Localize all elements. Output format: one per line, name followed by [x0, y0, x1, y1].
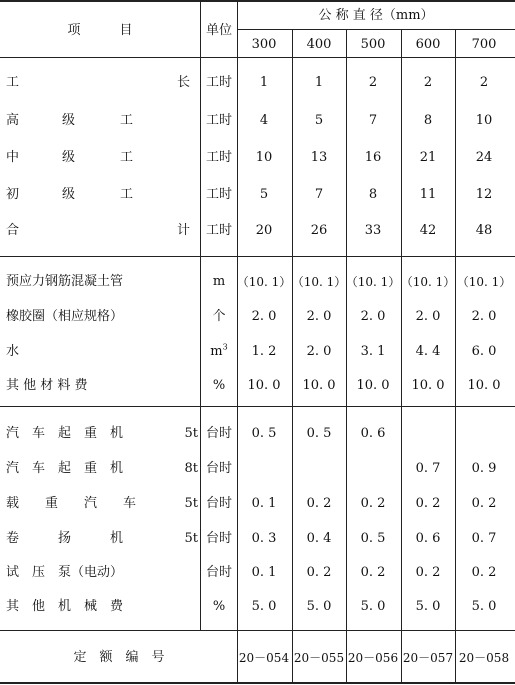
machinery-name: 汽 车 起 重 机 — [6, 426, 124, 441]
labor-value: 2 — [368, 75, 378, 90]
machinery-name: 汽 车 起 重 机 — [6, 461, 124, 476]
labor-unit: 工时 — [205, 223, 233, 238]
table-bottom-rule — [0, 682, 515, 684]
machinery-value: 0. 2 — [415, 496, 441, 511]
machinery-spec: 5t — [184, 496, 198, 511]
machinery-value: 0. 4 — [306, 531, 332, 546]
labor-value: 7 — [368, 113, 378, 128]
material-name: 其 他 材 料 费 — [6, 378, 88, 393]
material-unit: m — [212, 274, 226, 289]
labor-value: 10 — [255, 150, 273, 165]
labor-value: 2 — [423, 75, 433, 90]
machinery-value: 0. 2 — [306, 565, 332, 580]
labor-value: 4 — [259, 113, 269, 128]
machinery-unit: % — [212, 599, 226, 614]
machinery-value: 0. 2 — [306, 496, 332, 511]
item-header: 项 目 — [67, 23, 133, 38]
machinery-value: 0. 2 — [415, 565, 441, 580]
diameter-300: 300 — [251, 37, 277, 52]
quota-code: 20－057 — [402, 651, 454, 665]
labor-unit: 工时 — [205, 150, 233, 165]
diameter-header-rule — [237, 29, 515, 30]
material-value: 10. 0 — [467, 378, 501, 393]
labor-value: 5 — [259, 187, 269, 202]
material-value: （10. 1） — [291, 275, 347, 289]
labor-value: 8 — [423, 113, 433, 128]
labor-value: 13 — [310, 150, 328, 165]
labor-value: 11 — [419, 187, 437, 202]
labor-total-right: 计 — [177, 223, 191, 238]
machinery-value: 0. 2 — [360, 565, 386, 580]
machinery-unit: 台时 — [205, 496, 233, 511]
labor-name-char: 工 — [120, 113, 134, 128]
machinery-value: 5. 0 — [471, 599, 497, 614]
labor-value: 2 — [479, 75, 489, 90]
unit-superscript: 3 — [222, 342, 228, 352]
material-value: 10. 0 — [302, 378, 336, 393]
machinery-value: 0. 3 — [251, 531, 277, 546]
machinery-name: 卷 扬 机 — [6, 531, 124, 546]
material-value: 10. 0 — [247, 378, 281, 393]
quota-number-label: 定 额 编 号 — [73, 650, 165, 665]
labor-name-char: 初 — [6, 187, 20, 202]
diameter-700: 700 — [471, 37, 497, 52]
machinery-value: 5. 0 — [251, 599, 277, 614]
material-value: （10. 1） — [400, 275, 456, 289]
material-value: 10. 0 — [411, 378, 445, 393]
labor-value: 1 — [314, 75, 324, 90]
quota-code: 20－056 — [347, 651, 399, 665]
unit-base: m — [210, 344, 223, 359]
col-400-right-rule — [346, 29, 347, 684]
labor-value: 5 — [314, 113, 324, 128]
labor-unit: 工时 — [205, 187, 233, 202]
unit-column-left-rule — [200, 0, 201, 630]
machinery-spec: 5t — [184, 426, 198, 441]
machinery-value: 0. 5 — [251, 426, 277, 441]
labor-name-char: 级 — [62, 187, 76, 202]
labor-value: 7 — [314, 187, 324, 202]
material-value: 2. 0 — [360, 309, 386, 324]
header-bottom-rule — [0, 57, 515, 58]
quota-code: 20－055 — [293, 651, 345, 665]
labor-value: 24 — [475, 150, 493, 165]
machinery-value: 0. 6 — [360, 426, 386, 441]
col-300-right-rule — [292, 29, 293, 684]
material-name: 橡胶圈（相应规格） — [6, 309, 124, 324]
machinery-value: 5. 0 — [360, 599, 386, 614]
labor-total-value: 26 — [310, 223, 328, 238]
labor-name-char: 级 — [62, 113, 76, 128]
material-value: （10. 1） — [345, 275, 401, 289]
labor-value: 21 — [419, 150, 437, 165]
labor-total-value: 20 — [255, 223, 273, 238]
material-value: 2. 0 — [415, 309, 441, 324]
machinery-value: 0. 2 — [360, 496, 386, 511]
labor-value: 8 — [368, 187, 378, 202]
unit-column-right-rule — [237, 0, 238, 684]
machinery-value: 0. 7 — [471, 531, 497, 546]
diameter-400: 400 — [306, 37, 332, 52]
labor-name-left: 工 — [6, 75, 20, 90]
machinery-spec: 5t — [184, 531, 198, 546]
machinery-value: 0. 1 — [251, 565, 277, 580]
machinery-unit: 台时 — [205, 461, 233, 476]
machinery-value: 0. 5 — [306, 426, 332, 441]
machinery-value: 0. 5 — [360, 531, 386, 546]
diameter-600: 600 — [415, 37, 441, 52]
labor-name-char: 工 — [120, 150, 134, 165]
material-unit: % — [212, 378, 226, 393]
labor-total-left: 合 — [6, 223, 20, 238]
material-value: 1. 2 — [251, 344, 277, 359]
labor-total-value: 48 — [475, 223, 493, 238]
diameter-500: 500 — [360, 37, 386, 52]
machinery-value: 5. 0 — [415, 599, 441, 614]
col-600-right-rule — [455, 29, 456, 684]
unit-header: 单位 — [205, 23, 233, 38]
machinery-value: 0. 2 — [471, 565, 497, 580]
machinery-spec: 8t — [184, 461, 198, 476]
labor-name-char: 级 — [62, 150, 76, 165]
material-name: 预应力钢筋混凝土管 — [6, 274, 124, 289]
materials-section-rule — [0, 406, 515, 407]
material-value: 6. 0 — [471, 344, 497, 359]
material-value: 10. 0 — [356, 378, 390, 393]
machinery-unit: 台时 — [205, 565, 233, 580]
diameter-header: 公 称 直 径（mm） — [318, 8, 434, 23]
machinery-name: 试 压 泵（电动） — [6, 565, 124, 580]
labor-unit: 工时 — [205, 113, 233, 128]
labor-total-value: 42 — [419, 223, 437, 238]
material-value: 2. 0 — [306, 309, 332, 324]
material-name: 水 — [6, 344, 20, 359]
machinery-value: 0. 1 — [251, 496, 277, 511]
machinery-unit: 台时 — [205, 426, 233, 441]
material-value: （10. 1） — [236, 275, 292, 289]
machinery-value: 0. 9 — [471, 461, 497, 476]
labor-name-char: 中 — [6, 150, 20, 165]
labor-name-char: 工 — [120, 187, 134, 202]
machinery-unit: 台时 — [205, 531, 233, 546]
machinery-value: 0. 2 — [471, 496, 497, 511]
machinery-value: 5. 0 — [306, 599, 332, 614]
labor-name-right: 长 — [177, 75, 191, 90]
quota-code: 20－054 — [238, 651, 290, 665]
labor-value: 16 — [364, 150, 382, 165]
material-value: 4. 4 — [415, 344, 441, 359]
material-value: （10. 1） — [456, 275, 512, 289]
labor-total-value: 33 — [364, 223, 382, 238]
labor-value: 12 — [475, 187, 493, 202]
material-value: 2. 0 — [306, 344, 332, 359]
material-value: 2. 0 — [471, 309, 497, 324]
material-value: 3. 1 — [360, 344, 386, 359]
machinery-section-rule — [0, 630, 515, 631]
machinery-value: 0. 7 — [415, 461, 441, 476]
machinery-name: 其 他 机 械 费 — [6, 599, 124, 614]
material-unit: 个 — [212, 309, 226, 324]
material-unit-cubic-meter — [210, 344, 227, 360]
labor-value: 1 — [259, 75, 269, 90]
labor-section-rule — [0, 256, 515, 257]
labor-name-char: 高 — [6, 113, 20, 128]
machinery-name: 载 重 汽 车 — [6, 496, 137, 511]
labor-unit: 工时 — [205, 75, 233, 90]
labor-value: 10 — [475, 113, 493, 128]
machinery-value: 0. 6 — [415, 531, 441, 546]
quota-code: 20－058 — [458, 651, 510, 665]
col-500-right-rule — [401, 29, 402, 684]
table-top-rule — [0, 0, 515, 2]
material-value: 2. 0 — [251, 309, 277, 324]
